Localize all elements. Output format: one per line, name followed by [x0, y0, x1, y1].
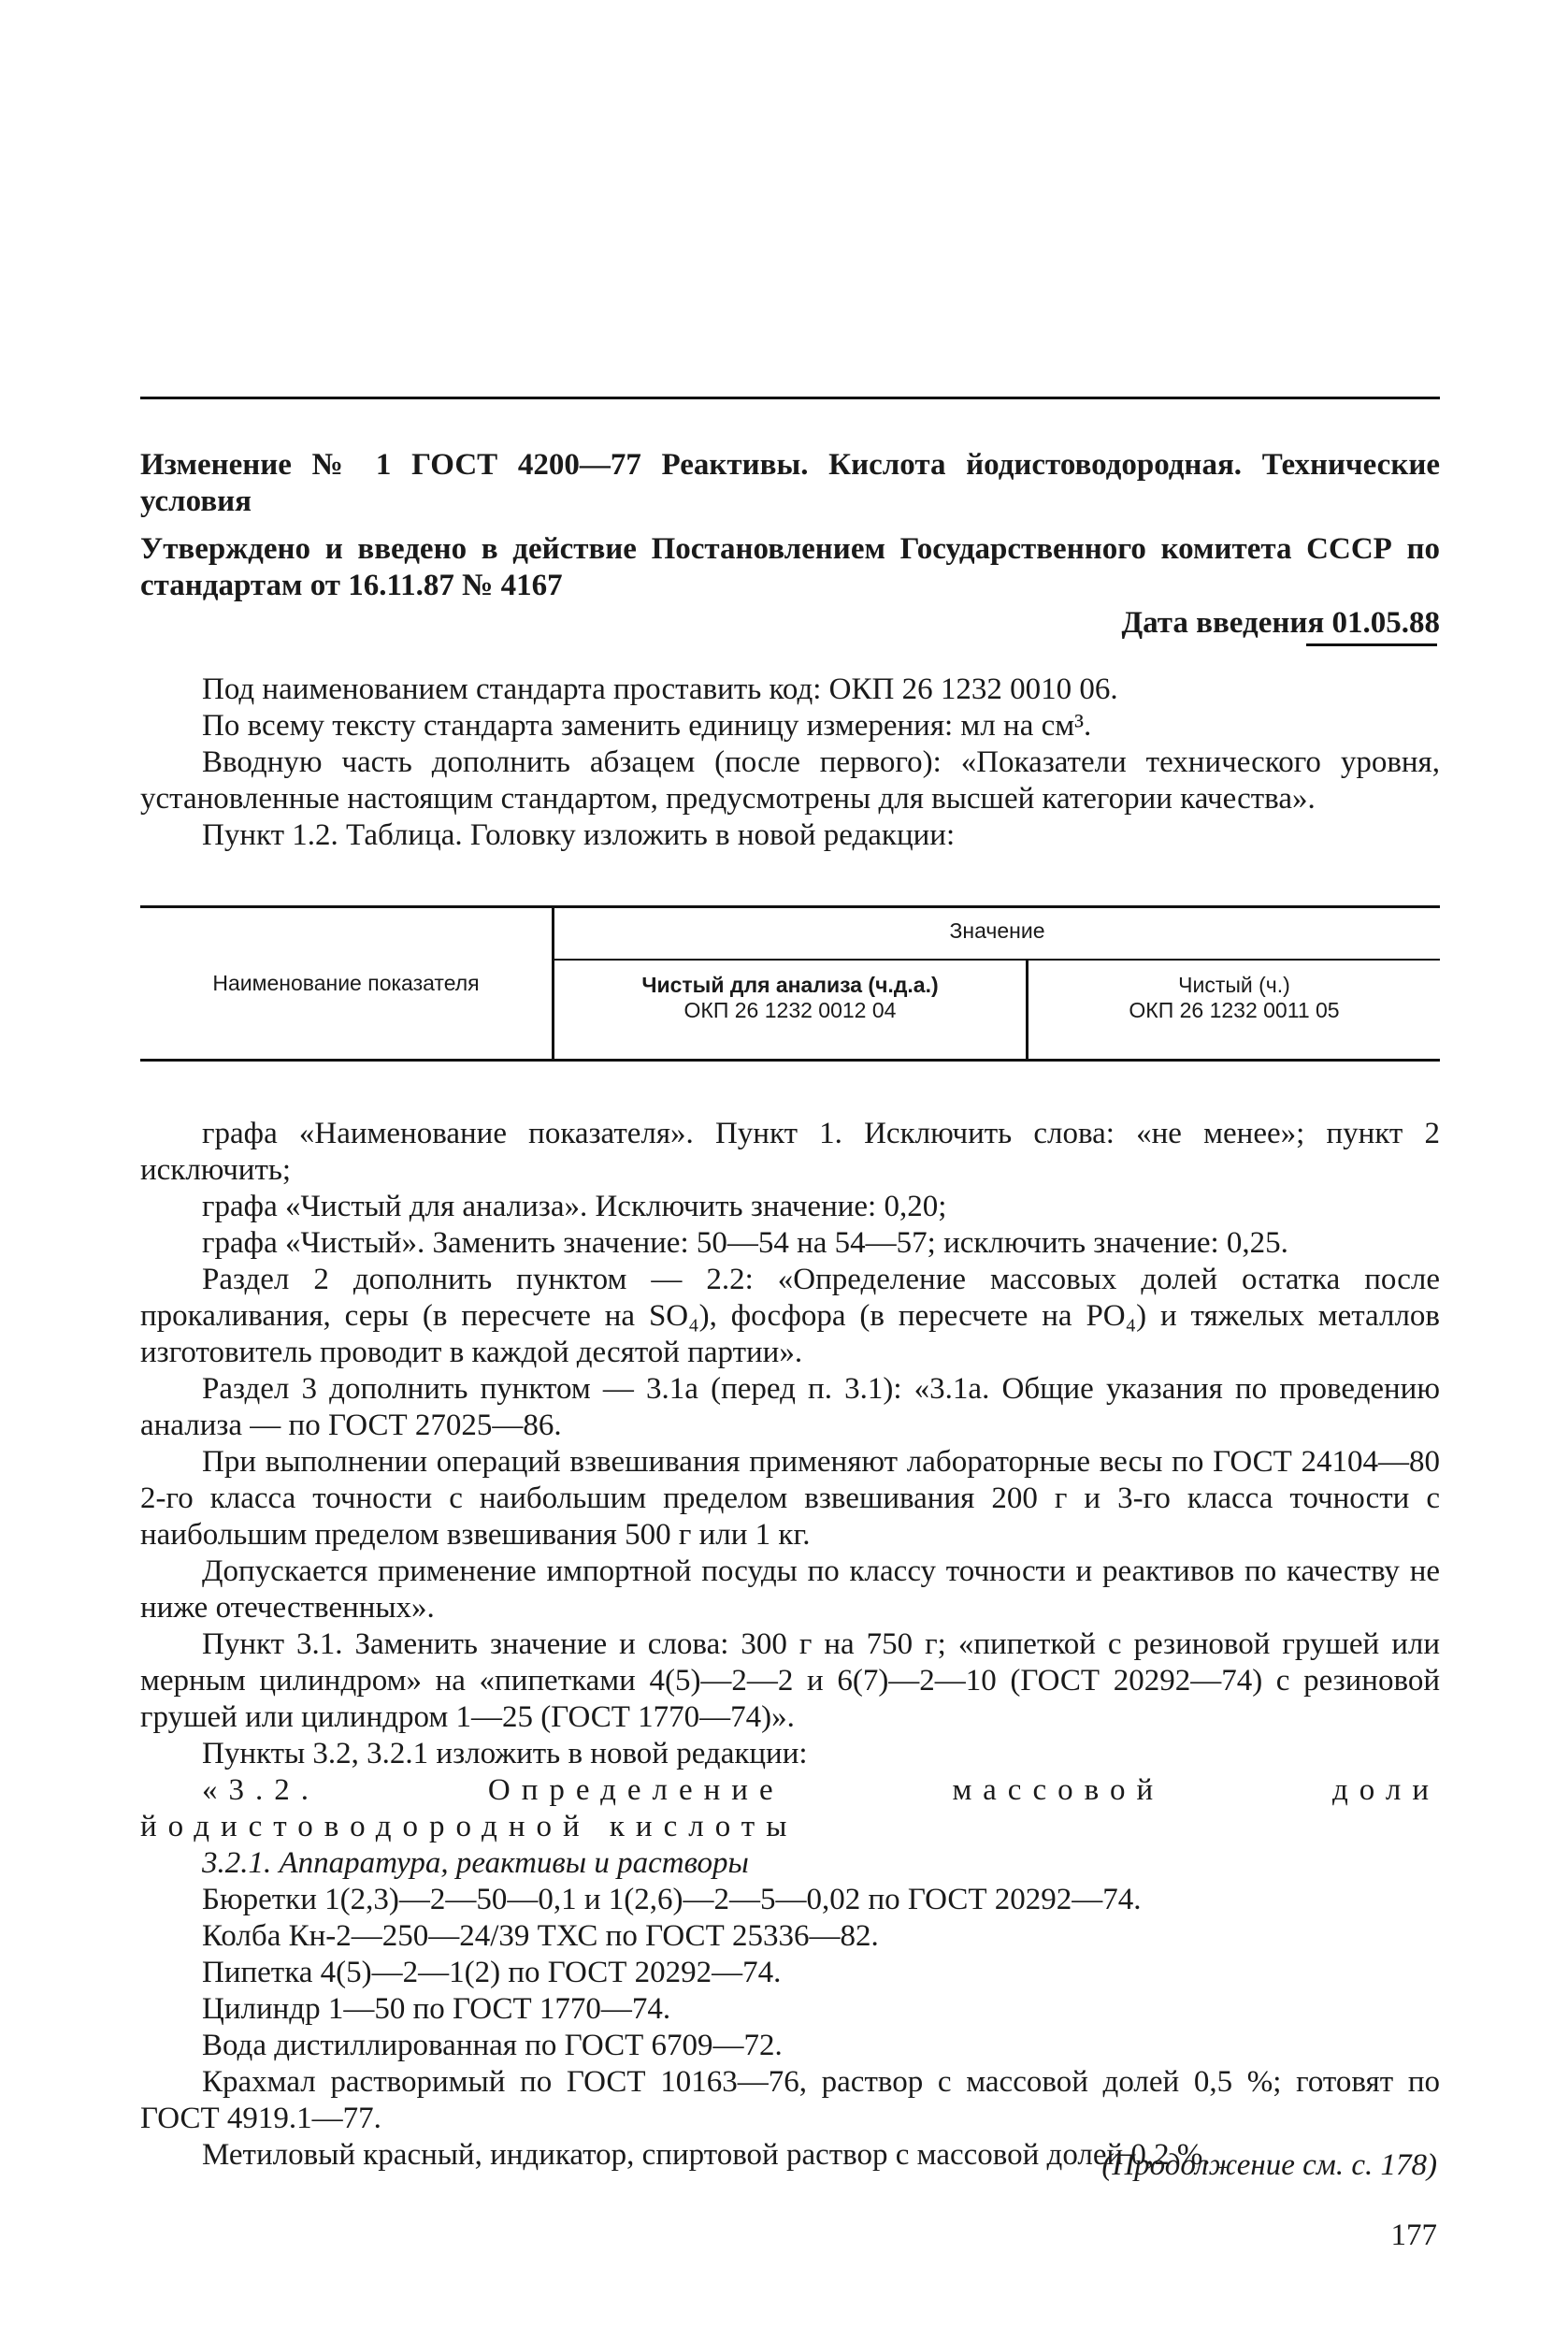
top-rule: [140, 397, 1440, 399]
continuation-note: (Продолжение см. с. 178): [1101, 2148, 1437, 2182]
paragraph: Пункт 3.1. Заменить значение и слова: 300 г на 750 г; «пипеткой с резиновой грушей или мерным цилиндром» на «пипетками 4(5)—2—2 и 6(7)—2—10 (ГОСТ 20292—74) с резиновой грушей или цилиндром 1—25 (ГОСТ 1770—74)».: [140, 1627, 1440, 1734]
paragraph: При выполнении операций взвешивания применяют лабораторные весы по ГОСТ 24104—80 2-го класса точности с наибольшим пределом взвешивания 200 г и 3-го класса точности с наибольшим пределом взвешивания 500 г или 1 кг.: [140, 1445, 1440, 1552]
table-header-pure: [1029, 973, 1440, 1023]
page-number: 177: [1390, 2218, 1437, 2252]
paragraph: Раздел 2 дополнить пунктом — 2.2: «Определение массовых долей остатка после прокаливания, серы (в пересчете на SO₄), фосфора (в пересчете на PO₄) и тяжелых металлов изготовитель проводит в каждой десятой партии».: [140, 1263, 1440, 1369]
date-underline: [1306, 643, 1437, 646]
intro-paragraph: По всему тексту стандарта заменить единицу измерения: мл на см³.: [202, 709, 1092, 743]
intro-paragraph: Вводную часть дополнить абзацем (после первого): «Показатели технического уровня, установленные настоящим стандартом, предусмотрены для высшей категории качества».: [140, 745, 1440, 816]
table-header-pure-for-analysis: [554, 973, 1026, 1023]
intro-paragraph: Пункт 1.2. Таблица. Головку изложить в новой редакции:: [202, 818, 956, 852]
intro-block: [140, 672, 1440, 854]
list-item: Цилиндр 1—50 по ГОСТ 1770—74.: [202, 1992, 671, 2026]
grade-title: Чистый для анализа (ч.д.а.): [641, 973, 939, 997]
list-item: Метиловый красный, индикатор, спиртовой раствор с массовой долей 0,2 %.: [202, 2138, 1211, 2172]
grade-title: Чистый (ч.): [1178, 973, 1290, 997]
table-bottom-rule: [140, 1059, 1440, 1062]
list-item: Вода дистиллированная по ГОСТ 6709—72.: [202, 2029, 783, 2062]
main-block: [140, 1116, 1440, 2174]
paragraph: графа «Наименование показателя». Пункт 1. Исключить слова: «не менее»; пункт 2 исключить;: [140, 1117, 1440, 1187]
subsection-title: 3.2.1. Аппаратура, реактивы и растворы: [202, 1846, 749, 1880]
table-header-value: Значение: [949, 918, 1045, 943]
effective-date: Дата введения 01.05.88: [1121, 606, 1440, 640]
approval-text: Утверждено и введено в действие Постановлением Государственного комитета СССР по стандартам от 16.11.87 № 4167: [140, 532, 1440, 602]
paragraph: графа «Чистый для анализа». Исключить значение: 0,20;: [202, 1190, 947, 1223]
grade-code: ОКП 26 1232 0012 04: [683, 998, 897, 1022]
list-item: Пипетка 4(5)—2—1(2) по ГОСТ 20292—74.: [202, 1956, 782, 1989]
paragraph: графа «Чистый». Заменить значение: 50—54 на 54—57; исключить значение: 0,25.: [202, 1226, 1288, 1260]
table-divider: [554, 959, 1440, 961]
section-title: «3.2. Определение массовой доли йодистоводородной кислоты: [140, 1773, 1440, 1843]
table-top-rule: [140, 905, 1440, 908]
paragraph: Допускается применение импортной посуды по классу точности и реактивов по качеству не ниже отечественных».: [140, 1554, 1440, 1625]
paragraph: Пункты 3.2, 3.2.1 изложить в новой редакции:: [202, 1737, 808, 1770]
paragraph: Раздел 3 дополнить пунктом — 3.1а (перед п. 3.1): «3.1а. Общие указания по проведению анализа — по ГОСТ 27025—86.: [140, 1372, 1440, 1442]
list-item: Колба Кн-2—250—24/39 ТХС по ГОСТ 25336—82.: [202, 1919, 879, 1953]
list-item: Бюретки 1(2,3)—2—50—0,1 и 1(2,6)—2—5—0,02 по ГОСТ 20292—74.: [202, 1883, 1142, 1916]
grade-code: ОКП 26 1232 0011 05: [1129, 998, 1340, 1022]
list-item: Крахмал растворимый по ГОСТ 10163—76, раствор с массовой долей 0,5 %; готовят по ГОСТ 4919.1—77.: [140, 2065, 1440, 2135]
table-header-name: Наименование показателя: [212, 971, 480, 995]
intro-paragraph: Под наименованием стандарта проставить код: ОКП 26 1232 0010 06.: [202, 672, 1118, 706]
amendment-title: Изменение № 1 ГОСТ 4200—77 Реактивы. Кислота йодистоводородная. Технические условия: [140, 448, 1440, 518]
